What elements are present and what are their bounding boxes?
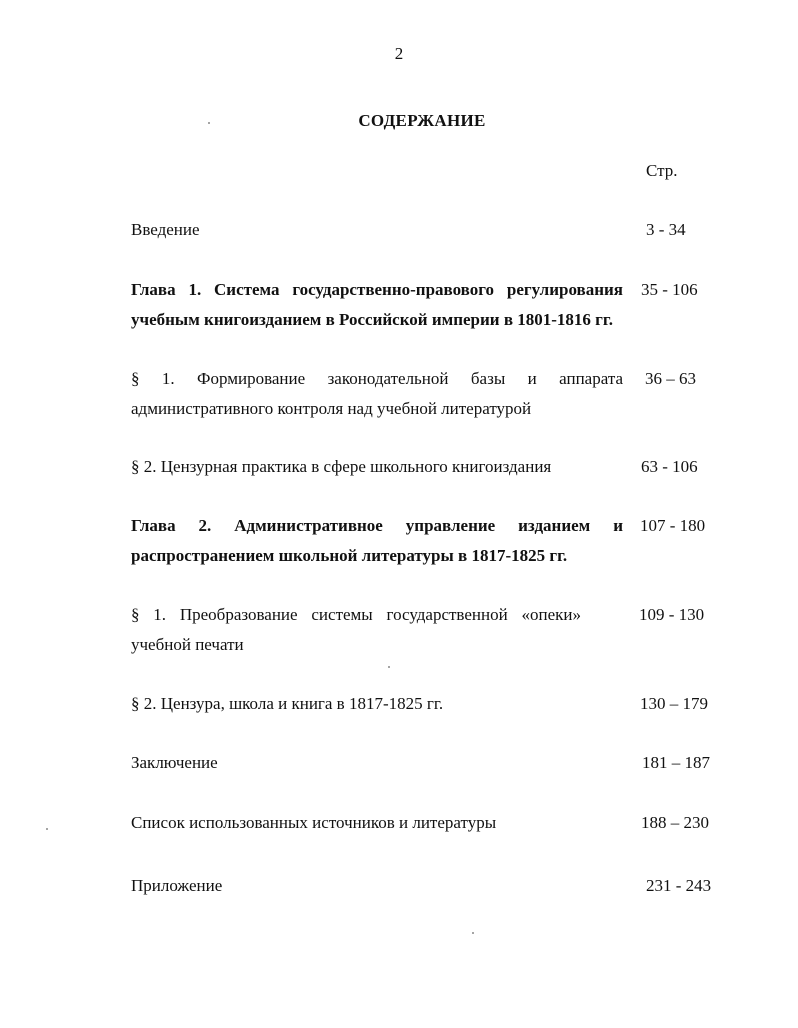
scan-speck — [208, 122, 210, 124]
toc-entry-ch2-section-1: § 1. Преобразование системы государственной «опеки» учебной печати — [131, 605, 581, 654]
toc-entry-ch2-section-2: § 2. Цензура, школа и книга в 1817-1825 гг. — [131, 694, 444, 713]
toc-entry-appendix: Приложение — [131, 876, 223, 895]
toc-entry-bibliography-pages: 188 – 230 — [641, 813, 709, 832]
toc-entry-ch1-section-2-pages: 63 - 106 — [641, 457, 698, 476]
toc-entry-bibliography: Список использованных источников и литературы — [131, 813, 497, 832]
toc-entry-ch2-section-2-pages: 130 – 179 — [640, 694, 708, 713]
toc-entry-ch1-section-1: § 1. Формирование законодательной базы и аппарата административного контроля над учебной литературой — [131, 369, 623, 418]
toc-entry-conclusion: Заключение — [131, 753, 218, 772]
toc-entry-ch1-section-1-pages: 36 – 63 — [645, 369, 696, 388]
toc-entry-ch2-section-1-pages: 109 - 130 — [639, 605, 705, 624]
scan-speck — [46, 828, 48, 830]
toc-entry-introduction-pages: 3 - 34 — [646, 220, 686, 239]
toc-entry-ch1-section-2: § 2. Цензурная практика в сфере школьного книгоиздания — [131, 457, 552, 476]
toc-entry-introduction: Введение — [131, 220, 200, 239]
toc-entry-chapter-2: Глава 2. Административное управление изданием и распространением школьной литературы в 1817-1825 гг. — [131, 516, 623, 565]
scan-speck — [388, 666, 390, 668]
toc-entry-chapter-1-pages: 35 - 106 — [641, 280, 698, 299]
toc-entry-appendix-pages: 231 - 243 — [646, 876, 712, 895]
toc-entry-conclusion-pages: 181 – 187 — [642, 753, 710, 772]
page-number: 2 — [394, 44, 404, 63]
toc-entry-chapter-2-pages: 107 - 180 — [640, 516, 706, 535]
toc-entry-chapter-1: Глава 1. Система государственно-правового регулирования учебным книгоизданием в Российской империи в 1801-1816 гг. — [131, 280, 623, 329]
scan-speck — [472, 932, 474, 934]
toc-title: СОДЕРЖАНИЕ — [358, 111, 486, 130]
pages-column-label: Стр. — [646, 161, 678, 180]
